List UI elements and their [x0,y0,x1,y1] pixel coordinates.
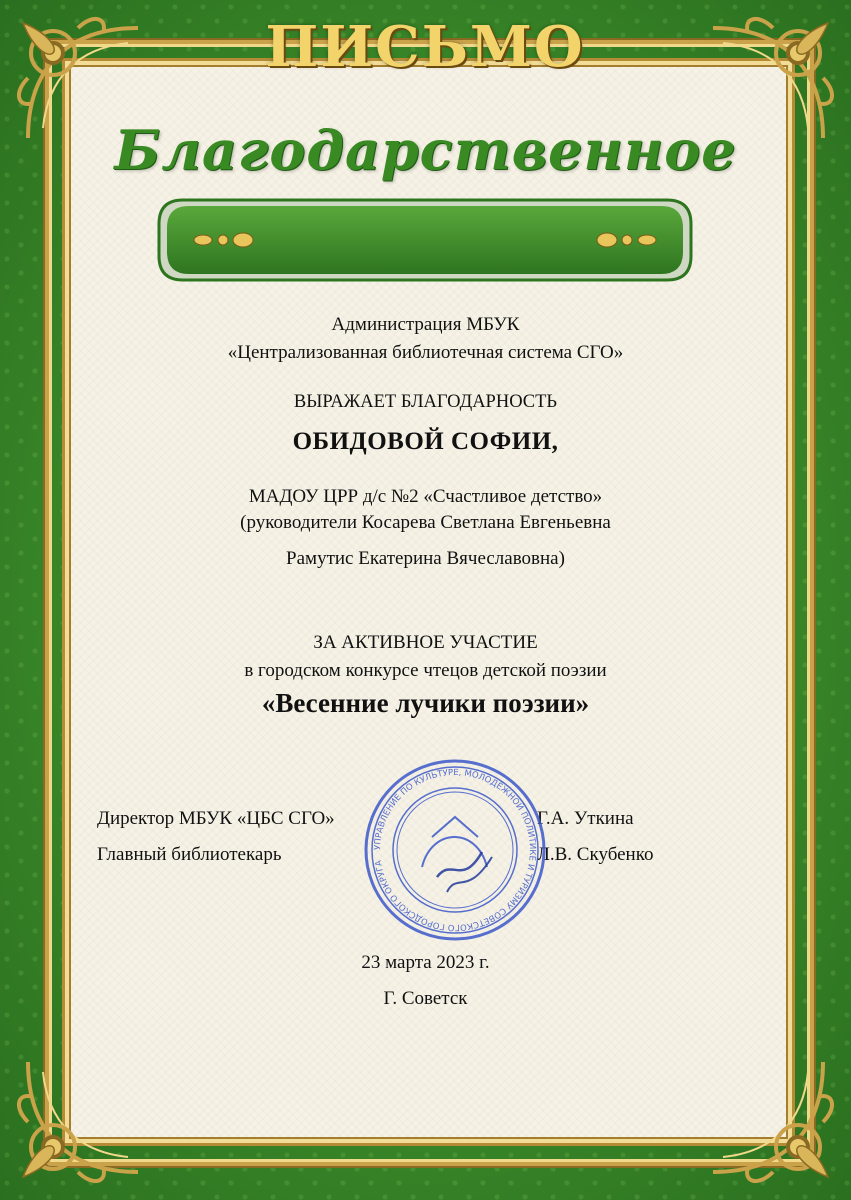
certificate-subtitle: ПИСЬМО [265,14,585,80]
signatory-title-1: Директор МБУК «ЦБС СГО» [97,808,335,829]
official-stamp-icon [362,757,548,943]
certificate-title: Благодарственное [114,118,737,182]
issuer-line-1: Администрация МБУК [331,314,520,335]
institution-line-1: МАДОУ ЦРР д/с №2 «Счастливое детство» [248,486,603,507]
institution-line-2: (руководители Косарева Светлана Евгеньевна [240,512,611,533]
contest-name: «Весенние лучики поэзии» [261,688,590,718]
signatory-name-1: Г.А. Уткина [537,808,634,829]
institution-line-3: Рамутис Екатерина Вячеславовна) [286,548,565,569]
recipient-name: ОБИДОВОЙ СОФИИ, [292,428,559,455]
corner-ornament-icon [693,1042,843,1192]
reason-line-2: в городском конкурсе чтецов детской поэзии [244,660,607,681]
title-banner [153,194,697,286]
gratitude-phrase: ВЫРАЖАЕТ БЛАГОДАРНОСТЬ [293,392,558,412]
signatory-name-2: Л.В. Скубенко [537,844,654,865]
issue-city: Г. Советск [383,988,468,1009]
issue-date: 23 марта 2023 г. [361,952,490,973]
corner-ornament-icon [8,1042,158,1192]
reason-line-1: ЗА АКТИВНОЕ УЧАСТИЕ [313,632,538,653]
signatory-title-2: Главный библиотекарь [97,844,282,865]
issuer-line-2: «Централизованная библиотечная система СГО» [227,342,624,363]
svg-text:УПРАВЛЕНИЕ ПО КУЛЬТУРЕ, МОЛОДЁ: УПРАВЛЕНИЕ ПО КУЛЬТУРЕ, МОЛОДЁЖНОЙ ПОЛИТИКЕ И ТУРИЗМУ СОВЕТСКОГО ГОРОДСКОГО ОКРУГА [372,767,538,933]
